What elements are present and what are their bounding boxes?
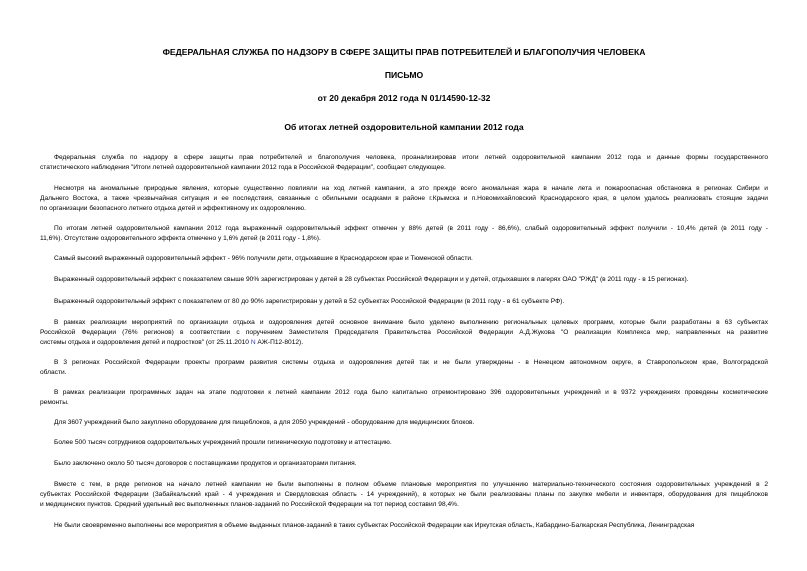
paragraph-line: Было заключено около 50 тысяч договоров с поставщиками продуктов и организаторами питания. bbox=[54, 460, 357, 467]
document-subject: Об итогах летней оздоровительной кампании 2012 года bbox=[284, 122, 524, 132]
paragraph-line: 11,6%). Отсутствие оздоровительного эффекта отмечено у 1,6% детей (в 2011 году - 1,8%). bbox=[40, 235, 321, 243]
paragraph bbox=[40, 388, 768, 408]
decree-link[interactable]: N bbox=[250, 339, 256, 347]
paragraph-line: Выраженный оздоровительный эффект с показателем свыше 90% зарегистрирован у детей в 28 субъектах Российской Федерации и у детей, отдыхавших в лагерях ОАО "РЖД" (в 2011 году - в 15 регионах). bbox=[54, 276, 689, 283]
paragraph-line: системы отдыха и оздоровления детей и подростков" (от 25.11.2010 N АЖ-П12-8012). bbox=[40, 339, 304, 347]
paragraph-line: Вместе с тем, в ряде регионов на начало летней кампании не были выполнены в полном объеме плановые мероприятия по улучшению материально-технического состояния оздоровительных учреждений в 2 bbox=[54, 481, 768, 488]
paragraph-line: Несмотря на аномальные природные явления, которые существенно повлияли на ход летней кампании, а это прежде всего аномальная жара в начале лета и пожароопасная обстановка в регионах Сибири и bbox=[54, 185, 768, 192]
paragraph-line: статистического наблюдения "Итоги летней оздоровительной кампании 2012 года в Российской Федерации", сообщает следующее. bbox=[40, 164, 446, 172]
paragraph-line: Для 3607 учреждений было закуплено оборудование для пищеблоков, а для 2050 учреждений - оборудование для медицинских блоков. bbox=[54, 419, 475, 426]
paragraph bbox=[40, 224, 768, 244]
paragraph bbox=[40, 153, 768, 173]
paragraph-line: Более 500 тысяч сотрудников оздоровительных учреждений прошли гигиеническую подготовку и аттестацию. bbox=[54, 439, 392, 446]
paragraph bbox=[40, 275, 768, 285]
paragraph-line: Самый высокий выраженный оздоровительный эффект - 96% получили дети, отдыхавшие в Краснодарском крае и Тюменской области. bbox=[54, 255, 473, 262]
paragraph-line: В рамках реализации мероприятий по организации отдыха и оздоровления детей основное внимание было уделено выполнению региональных целевых программ, которые были разработаны в 63 субъектах bbox=[54, 319, 768, 326]
document-date-number: от 20 декабря 2012 года N 01/14590-12-32 bbox=[317, 93, 491, 103]
paragraph bbox=[40, 480, 768, 511]
paragraph-line: субъектах Российской Федерации (Забайкальский край - 4 учреждения и Свердловская область - 14 учреждений), в которых не были реализованы планы по закупке мебели и инвентаря, оборудования для пищеблоков bbox=[40, 491, 768, 499]
paragraph bbox=[40, 297, 768, 307]
paragraph-line: Дальнего Востока, а также чрезвычайная ситуация и ее последствия, связанные с обильными осадками в районе г.Крымска и п.Новомихайловский Краснодарского края, в целом удалось реализовать стоящие задачи bbox=[40, 195, 768, 203]
paragraph-line: и медицинских пунктов. Средний удельный вес выполненных планов-заданий по Российской Федерации на тот период составил 98,4%. bbox=[40, 501, 459, 509]
paragraph-line: В рамках реализации программных задач на этапе подготовки к летней кампании 2012 года было капитально отремонтировано 396 оздоровительных учреждений и в 9372 учреждениях проведены косметические bbox=[54, 389, 768, 396]
paragraph-line: По итогам летней оздоровительной кампании 2012 года выраженный оздоровительный эффект отмечен у 88% детей (в 2011 году - 86,6%), слабый оздоровительный эффект получили - 10,4% детей (в 2011 году - bbox=[54, 225, 768, 232]
paragraph-line: Федеральная служба по надзору в сфере защиты прав потребителей и благополучия человека, проанализировав итоги летней оздоровительной кампании 2012 года и данные формы государственного bbox=[54, 154, 768, 161]
paragraph bbox=[40, 358, 768, 378]
paragraph-line: Выраженный оздоровительный эффект с показателем от 80 до 90% зарегистрирован у детей в 52 субъектах Российской Федерации (в 2011 году - в 61 субъекте РФ). bbox=[54, 298, 565, 305]
paragraph bbox=[40, 459, 768, 469]
paragraph bbox=[40, 438, 768, 448]
paragraph-line: Российской Федерации (76% регионов) в соответствии с поручением Заместителя Председателя Правительства Российской Федерации А.Д.Жукова "О реализации Комплекса мер, направленных на развитие bbox=[40, 329, 768, 337]
paragraph bbox=[40, 184, 768, 215]
paragraph bbox=[40, 318, 768, 349]
letter-page bbox=[40, 0, 768, 571]
document-type: ПИСЬМО bbox=[384, 70, 424, 80]
paragraph-line: ремонты. bbox=[40, 399, 69, 407]
paragraph-line: области. bbox=[40, 369, 67, 377]
paragraph-line: Не были своевременно выполнены все мероприятия в объеме выданных планов-заданий в таких субъектах Российской Федерации как Иркутская область, Кабардино-Балкарская Республика, Ленинградская bbox=[54, 522, 695, 529]
agency-title: ФЕДЕРАЛЬНАЯ СЛУЖБА ПО НАДЗОРУ В СФЕРЕ ЗАЩИТЫ ПРАВ ПОТРЕБИТЕЛЕЙ И БЛАГОПОЛУЧИЯ ЧЕЛОВЕКА bbox=[162, 47, 646, 57]
paragraph-line: В 3 регионах Российской Федерации проекты программ развития системы отдыха и оздоровления детей так и не были утверждены - в Ненецком автономном округе, в Ставропольском крае, Волгоградской bbox=[54, 359, 768, 366]
paragraph bbox=[40, 254, 768, 264]
paragraph bbox=[40, 521, 768, 531]
paragraph-line: по организации безопасного летнего отдыха детей и эффективному их оздоровлению. bbox=[40, 205, 306, 213]
paragraph bbox=[40, 418, 768, 428]
